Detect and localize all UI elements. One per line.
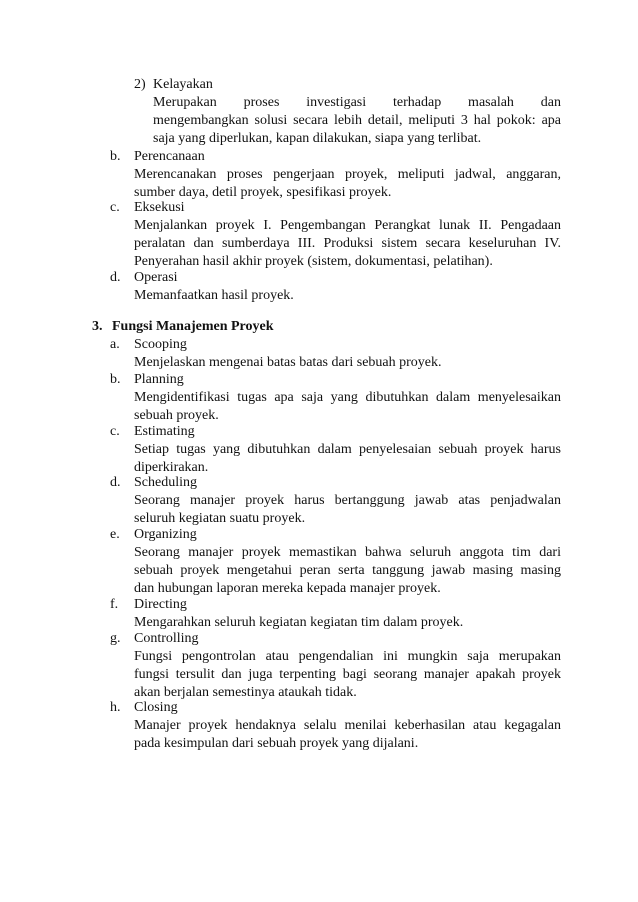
list-marker: a. <box>110 337 120 352</box>
body-line: saja yang diperlukan, kapan dilakukan, siapa yang terlibat. <box>153 131 482 146</box>
body-line: Seorang manajer proyek memastikan bahwa seluruh anggota tim dari <box>134 545 561 560</box>
body-line: fungsi tersulit dan juga terpenting bagi seorang manajer apakah proyek <box>134 667 561 682</box>
list-item-body <box>134 544 561 598</box>
list-marker: 2) <box>134 77 146 92</box>
body-line: Mengidentifikasi tugas apa saja yang dibutuhkan dalam menyelesaikan <box>134 390 561 405</box>
list-marker: h. <box>110 700 121 715</box>
list-item-title: Organizing <box>134 527 197 542</box>
list-item-title: Scooping <box>134 337 187 352</box>
body-line: diperkirakan. <box>134 460 209 475</box>
list-item-title: Scheduling <box>134 475 197 490</box>
list-item-title: Estimating <box>134 424 195 439</box>
list-item-body <box>134 354 561 372</box>
list-item-body <box>134 441 561 477</box>
list-marker: d. <box>110 270 121 285</box>
list-marker: f. <box>110 597 119 612</box>
list-marker: c. <box>110 200 120 215</box>
body-line: dan hubungan laporan mereka kepada manajer proyek. <box>134 581 441 596</box>
list-item-title: Eksekusi <box>134 200 185 215</box>
list-item-body <box>134 717 561 753</box>
body-line: sebuah proyek mengetahui peran serta tanggung jawab masing masing <box>134 563 561 578</box>
list-item-title: Controlling <box>134 631 199 646</box>
body-line: Penyerahan hasil akhir proyek (sistem, dokumentasi, pelatihan). <box>134 254 493 269</box>
list-item-body <box>134 166 561 202</box>
list-item-body <box>153 94 561 148</box>
body-line: sumber daya, detil proyek, spesifikasi proyek. <box>134 185 392 200</box>
list-item-title: Operasi <box>134 270 178 285</box>
list-marker: b. <box>110 372 121 387</box>
list-item-title: Planning <box>134 372 184 387</box>
body-line: seluruh kegiatan suatu proyek. <box>134 511 306 526</box>
list-marker: g. <box>110 631 121 646</box>
body-line: Menjelaskan mengenai batas batas dari sebuah proyek. <box>134 355 442 370</box>
body-line: Merencanakan proses pengerjaan proyek, meliputi jadwal, anggaran, <box>134 167 561 182</box>
list-marker: b. <box>110 149 121 164</box>
body-line: Setiap tugas yang dibutuhkan dalam penyelesaian sebuah proyek harus <box>134 442 561 457</box>
body-line: Merupakan proses investigasi terhadap masalah dan <box>153 95 561 110</box>
body-line: Manajer proyek hendaknya selalu menilai keberhasilan atau kegagalan <box>134 718 561 733</box>
body-line: Menjalankan proyek I. Pengembangan Perangkat lunak II. Pengadaan <box>134 218 561 233</box>
body-line: peralatan dan sumberdaya III. Produksi sistem secara keseluruhan IV. <box>134 236 561 251</box>
body-line: pada kesimpulan dari sebuah proyek yang dijalani. <box>134 736 419 751</box>
body-line: Mengarahkan seluruh kegiatan kegiatan tim dalam proyek. <box>134 615 464 630</box>
section-heading <box>92 318 274 336</box>
list-item-body <box>134 389 561 425</box>
body-line: sebuah proyek. <box>134 408 219 423</box>
section-number: 3. <box>92 319 103 334</box>
list-item-body <box>134 217 561 271</box>
section-title: Fungsi Manajemen Proyek <box>112 319 274 334</box>
list-item-body <box>134 492 561 528</box>
list-marker: c. <box>110 424 120 439</box>
list-item-body <box>134 287 561 305</box>
body-line: akan berjalan semestinya ataukah tidak. <box>134 685 357 700</box>
body-line: mengembangkan solusi secara lebih detail, meliputi 3 hal pokok: apa <box>153 113 561 128</box>
list-item-title: Perencanaan <box>134 149 205 164</box>
list-marker: e. <box>110 527 120 542</box>
body-line: Memanfaatkan hasil proyek. <box>134 288 294 303</box>
list-marker: d. <box>110 475 121 490</box>
list-item-body <box>134 648 561 702</box>
body-line: Fungsi pengontrolan atau pengendalian ini mungkin saja merupakan <box>134 649 561 664</box>
list-item-title: Closing <box>134 700 178 715</box>
list-item-title: Kelayakan <box>153 77 213 92</box>
body-line: Seorang manajer proyek harus bertanggung jawab atas penjadwalan <box>134 493 561 508</box>
list-item-title: Directing <box>134 597 187 612</box>
